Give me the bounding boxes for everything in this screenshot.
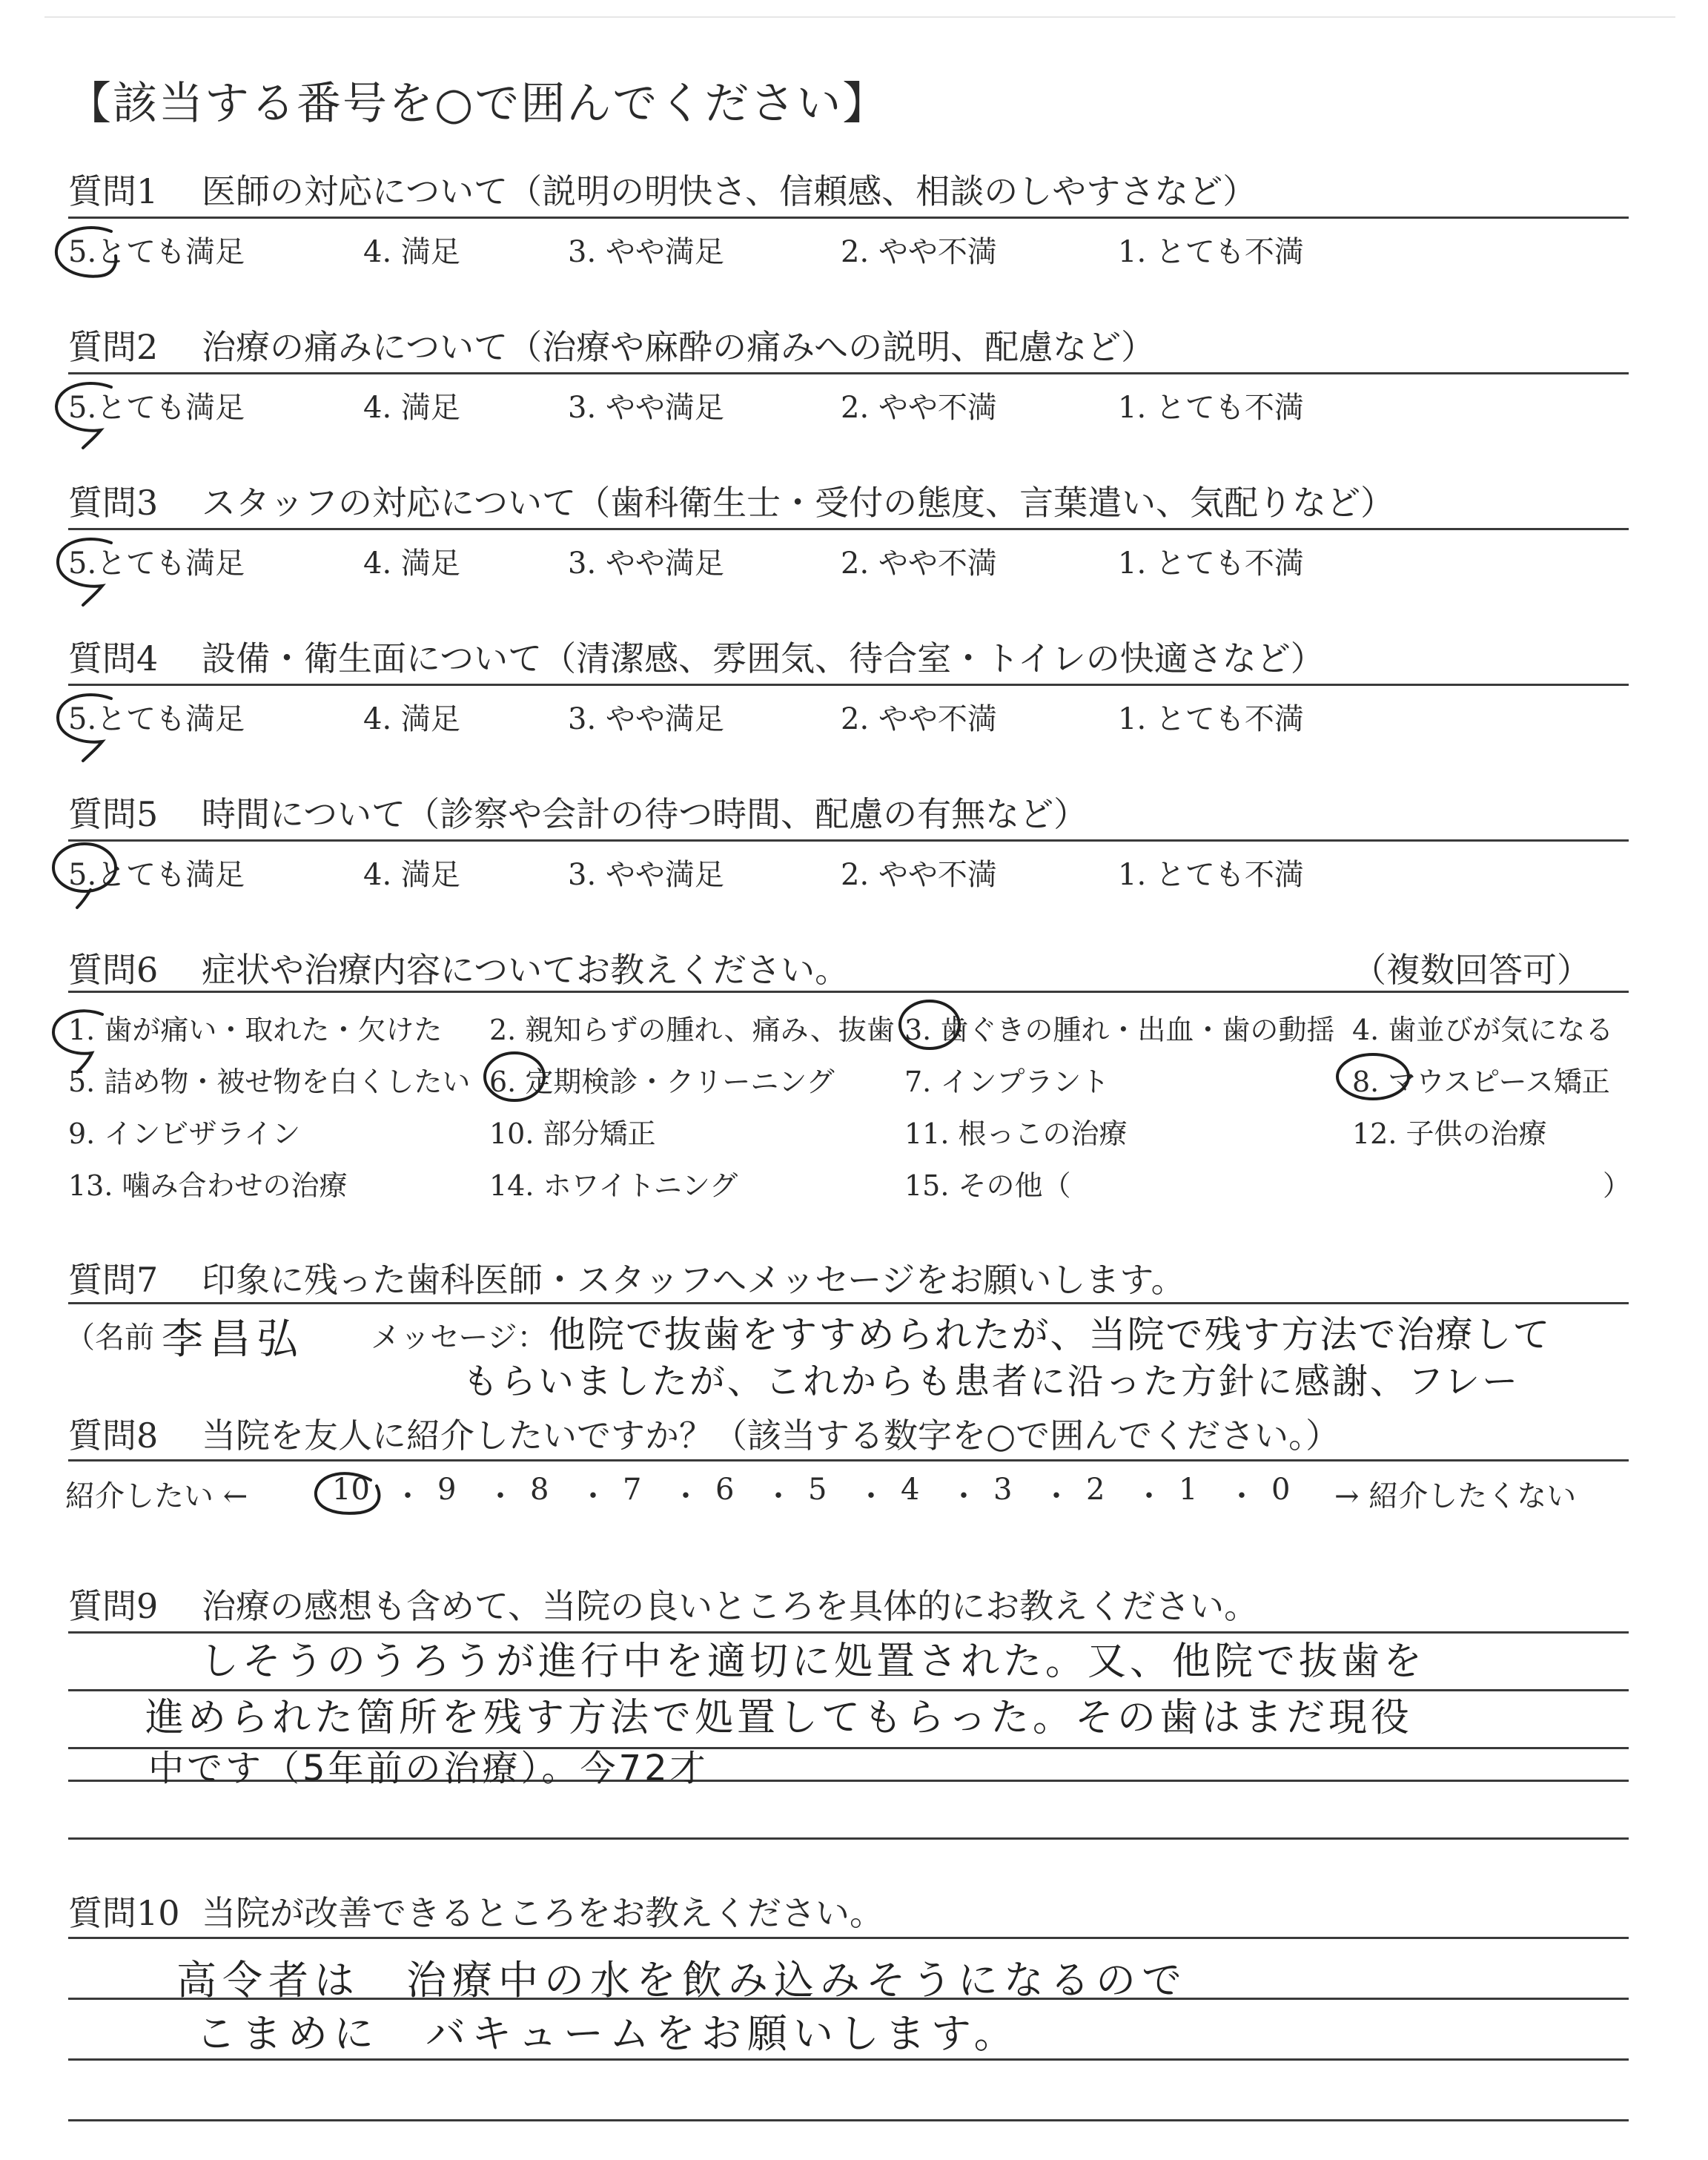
q6-option-11[interactable]: 11. 根っこの治療 xyxy=(904,1117,1128,1150)
q2-option-1[interactable]: 1. とても不満 xyxy=(1118,391,1304,425)
q10-text: 当院が改善できるところをお教えください。 xyxy=(202,1893,884,1933)
q10-answer-line-1[interactable]: 高令者は 治療中の水を飲み込みそうになるので xyxy=(176,1957,1188,2004)
q4-option-1[interactable]: 1. とても不満 xyxy=(1118,702,1304,736)
q8-scale-10[interactable]: 10 xyxy=(332,1473,370,1507)
q3-option-1[interactable]: 1. とても不満 xyxy=(1118,546,1304,581)
q10-rule-4 xyxy=(68,2119,1629,2121)
q1-option-1[interactable]: 1. とても不満 xyxy=(1118,235,1304,269)
q9-answer-line-1[interactable]: しそうのうろうが進行中を適切に処置された。又、他院で抜歯を xyxy=(200,1639,1426,1684)
q8-left-label: 紹介したい ← xyxy=(65,1479,248,1513)
q4-option-4[interactable]: 4. 満足 xyxy=(363,702,460,736)
q4-option-5[interactable]: 5.とても満足 xyxy=(68,702,245,736)
q6-option-2[interactable]: 2. 親知らずの腫れ、痛み、抜歯 xyxy=(489,1014,895,1046)
q4-option-3[interactable]: 3. やや満足 xyxy=(568,702,724,736)
q7-message-label: メッセージ： xyxy=(371,1321,547,1355)
q7-label: 質問7 xyxy=(68,1260,159,1300)
q6-text: 症状や治療内容についてお教えください。 xyxy=(202,950,850,990)
q6-option-12[interactable]: 12. 子供の治療 xyxy=(1352,1117,1547,1150)
q8-scale-8[interactable]: 8 xyxy=(530,1473,549,1507)
q3-option-5[interactable]: 5.とても満足 xyxy=(68,546,245,581)
q3-option-2[interactable]: 2. やや不満 xyxy=(841,546,997,581)
q7-rule xyxy=(68,1302,1629,1304)
q8-scale-2[interactable]: 2 xyxy=(1086,1473,1105,1507)
q8-dot-1: ・ xyxy=(393,1479,423,1513)
q2-option-2[interactable]: 2. やや不満 xyxy=(841,391,997,425)
q8-scale-1[interactable]: 1 xyxy=(1179,1473,1198,1507)
q6-other-close-paren: ） xyxy=(1603,1169,1632,1202)
q8-text: 当院を友人に紹介したいですか？（該当する数字を○で囲んでください。） xyxy=(202,1416,1340,1456)
q8-dot-9: ・ xyxy=(1134,1479,1164,1513)
q8-scale-6[interactable]: 6 xyxy=(715,1473,735,1507)
q6-option-8[interactable]: 8. マウスピース矯正 xyxy=(1352,1066,1610,1098)
q7-name-value[interactable]: 李昌弘 xyxy=(162,1315,304,1364)
q6-option-1[interactable]: 1. 歯が痛い・取れた・欠けた xyxy=(68,1014,443,1046)
q6-rule xyxy=(68,991,1629,993)
q8-dot-8: ・ xyxy=(1042,1479,1071,1513)
q6-option-13[interactable]: 13. 噛み合わせの治療 xyxy=(68,1169,348,1202)
q3-label: 質問3 xyxy=(68,483,159,523)
q8-dot-4: ・ xyxy=(671,1479,701,1513)
q10-rule-1 xyxy=(68,1937,1629,1939)
q1-text: 医師の対応について（説明の明快さ、信頼感、相談のしやすさなど） xyxy=(202,171,1257,211)
q5-rule xyxy=(68,839,1629,842)
q5-option-4[interactable]: 4. 満足 xyxy=(363,858,460,892)
q8-scale-5[interactable]: 5 xyxy=(808,1473,827,1507)
q6-option-10[interactable]: 10. 部分矯正 xyxy=(489,1117,656,1150)
q9-rule-5 xyxy=(68,1837,1629,1840)
q2-option-4[interactable]: 4. 満足 xyxy=(363,391,460,425)
q9-answer-line-3[interactable]: 中です（5年前の治療）。今72才 xyxy=(148,1748,709,1789)
q3-option-4[interactable]: 4. 満足 xyxy=(363,546,460,581)
q4-text: 設備・衛生面について（清潔感、雰囲気、待合室・トイレの快適さなど） xyxy=(202,638,1325,678)
q5-option-1[interactable]: 1. とても不満 xyxy=(1118,858,1304,892)
q5-option-2[interactable]: 2. やや不満 xyxy=(841,858,997,892)
q9-answer-line-2[interactable]: 進められた箇所を残す方法で処置してもらった。その歯はまだ現役 xyxy=(145,1696,1414,1740)
q6-option-6[interactable]: 6. 定期検診・クリーニング xyxy=(489,1066,835,1098)
q8-right-label: → 紹介したくない xyxy=(1334,1479,1577,1513)
q4-label: 質問4 xyxy=(68,638,159,678)
q6-option-15[interactable]: 15. その他（ xyxy=(904,1169,1071,1202)
q1-option-4[interactable]: 4. 満足 xyxy=(363,235,460,269)
q8-scale-7[interactable]: 7 xyxy=(623,1473,642,1507)
q6-option-3[interactable]: 3. 歯ぐきの腫れ・出血・歯の動揺 xyxy=(904,1014,1335,1046)
q3-text: スタッフの対応について（歯科衛生士・受付の態度、言葉遣い、気配りなど） xyxy=(202,483,1395,523)
q2-text: 治療の痛みについて（治療や麻酔の痛みへの説明、配慮など） xyxy=(202,327,1156,367)
q8-rule xyxy=(68,1459,1629,1462)
q8-scale-3[interactable]: 3 xyxy=(993,1473,1013,1507)
q8-dot-3: ・ xyxy=(578,1479,608,1513)
q7-message-line-1[interactable]: 他院で抜歯をすすめられたが、当院で残す方法で治療して xyxy=(549,1313,1552,1356)
q6-option-4[interactable]: 4. 歯並びが気になる xyxy=(1352,1014,1614,1046)
q8-dot-7: ・ xyxy=(949,1479,979,1513)
q7-name-label: （名前 xyxy=(65,1321,154,1355)
q1-rule xyxy=(68,217,1629,219)
q8-dot-10: ・ xyxy=(1227,1479,1257,1513)
q9-text: 治療の感想も含めて、当院の良いところを具体的にお教えください。 xyxy=(202,1586,1259,1626)
q8-dot-2: ・ xyxy=(486,1479,515,1513)
q5-option-5[interactable]: 5.とても満足 xyxy=(68,858,245,892)
q10-answer-line-2[interactable]: こまめに バキュームをお願いします。 xyxy=(196,2010,1020,2057)
q1-option-2[interactable]: 2. やや不満 xyxy=(841,235,997,269)
q1-label: 質問1 xyxy=(68,171,159,211)
q6-multi-note: （複数回答可） xyxy=(1352,950,1591,990)
q8-dot-5: ・ xyxy=(764,1479,793,1513)
page-top-edge xyxy=(44,16,1675,18)
q8-scale-0[interactable]: 0 xyxy=(1271,1473,1291,1507)
q10-label: 質問10 xyxy=(68,1893,180,1933)
q6-option-5[interactable]: 5. 詰め物・被せ物を白くしたい xyxy=(68,1066,471,1098)
q4-option-2[interactable]: 2. やや不満 xyxy=(841,702,997,736)
page-title: 【該当する番号を○で囲んでください】 xyxy=(67,78,889,130)
q2-option-5[interactable]: 5.とても満足 xyxy=(68,391,245,425)
q6-option-9[interactable]: 9. インビザライン xyxy=(68,1117,301,1150)
q5-option-3[interactable]: 3. やや満足 xyxy=(568,858,724,892)
q1-option-3[interactable]: 3. やや満足 xyxy=(568,235,724,269)
q5-label: 質問5 xyxy=(68,794,159,834)
q2-option-3[interactable]: 3. やや満足 xyxy=(568,391,724,425)
q8-scale-4[interactable]: 4 xyxy=(901,1473,920,1507)
q2-label: 質問2 xyxy=(68,327,159,367)
q6-option-7[interactable]: 7. インプラント xyxy=(904,1066,1110,1098)
q7-message-line-2[interactable]: もらいましたが、これからも患者に沿った方針に感謝、フレー xyxy=(463,1361,1520,1402)
q5-text: 時間について（診察や会計の待つ時間、配慮の有無など） xyxy=(202,794,1088,834)
q6-option-14[interactable]: 14. ホワイトニング xyxy=(489,1169,738,1202)
q3-rule xyxy=(68,528,1629,530)
q2-rule xyxy=(68,372,1629,374)
q8-dot-6: ・ xyxy=(856,1479,886,1513)
q8-label: 質問8 xyxy=(68,1416,159,1456)
q4-rule xyxy=(68,684,1629,686)
q6-label: 質問6 xyxy=(68,950,159,990)
q1-option-5[interactable]: 5.とても満足 xyxy=(68,235,245,269)
q8-scale-9[interactable]: 9 xyxy=(437,1473,457,1507)
q7-text: 印象に残った歯科医師・スタッフへメッセージをお願いします。 xyxy=(202,1260,1185,1300)
q9-label: 質問9 xyxy=(68,1586,159,1626)
q3-option-3[interactable]: 3. やや満足 xyxy=(568,546,724,581)
